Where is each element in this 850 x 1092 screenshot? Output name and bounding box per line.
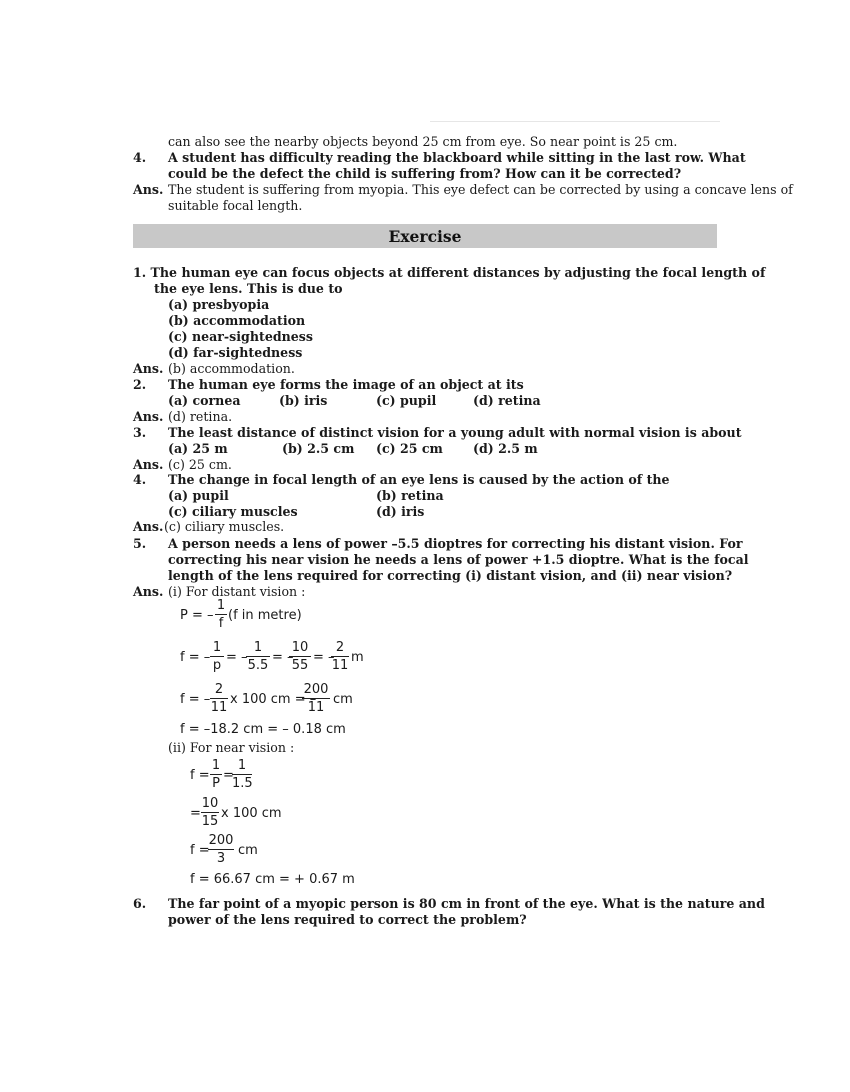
equation-text: (f in metre) [228, 608, 302, 623]
option: (b) accommodation [168, 313, 306, 328]
denominator: 3 [216, 851, 226, 866]
denominator: 55 [291, 658, 309, 673]
answer-text: (c) ciliary muscles. [164, 519, 285, 534]
option: (a) presbyopia [168, 297, 270, 312]
equation-text: x 100 cm = – [230, 692, 317, 707]
fraction [289, 640, 311, 673]
question-number: 3. [133, 425, 147, 440]
denominator: P [212, 776, 220, 791]
fraction-bar [331, 656, 349, 657]
equation-text: = – [313, 650, 335, 665]
answer-label: Ans. [133, 409, 164, 424]
intro-line: can also see the nearby objects beyond 25 cm from eye. So near point is 25 cm. [168, 134, 678, 149]
equation-text: m [351, 650, 364, 665]
numerator: 1 [237, 758, 247, 773]
equation-text: = – [272, 650, 294, 665]
option: (c) near-sightedness [168, 329, 313, 344]
equation-text: cm [238, 843, 258, 858]
fraction-bar [289, 656, 311, 657]
equation-text: x 100 cm [221, 806, 282, 821]
question-text: The human eye forms the image of an object at its [168, 377, 524, 392]
equation-text: f = – [180, 692, 211, 707]
option: (d) 2.5 m [473, 441, 538, 456]
denominator: f [218, 616, 224, 631]
question-number: 2. [133, 377, 147, 392]
question-text: The least distance of distinct vision for a young adult with normal vision is about [168, 425, 742, 440]
fraction [232, 758, 252, 791]
denominator: p [212, 658, 222, 673]
fraction [246, 640, 270, 673]
equation-text: f = – [180, 650, 211, 665]
fraction [210, 682, 228, 715]
denominator: 11 [210, 700, 228, 715]
option: (a) pupil [168, 488, 229, 503]
scan-artifact-line [430, 121, 720, 122]
numerator: 10 [291, 640, 309, 655]
fraction-bar [232, 774, 252, 775]
answer-text: (b) accommodation. [168, 361, 295, 376]
answer-text: (i) For distant vision : [168, 584, 306, 599]
question-text: power of the lens required to correct the problem? [168, 912, 527, 927]
question-text: The change in focal length of an eye lens is caused by the action of the [168, 472, 670, 487]
question-text: A student has difficulty reading the blackboard while sitting in the last row. What [168, 150, 746, 165]
option: (a) cornea [168, 393, 241, 408]
equation-text: P = – [180, 608, 214, 623]
fraction-bar [246, 656, 270, 657]
numerator: 1 [212, 640, 222, 655]
denominator: 15 [201, 814, 219, 829]
equation-result: f = –18.2 cm = – 0.18 cm [180, 722, 346, 737]
fraction-bar [215, 614, 227, 615]
equation-text: = [190, 806, 201, 821]
question-text: A person needs a lens of power –5.5 dioptres for correcting his distant vision. For [168, 536, 743, 551]
fraction [331, 640, 349, 673]
denominator: 11 [331, 658, 349, 673]
answer-label: Ans. [133, 584, 164, 599]
option: (d) iris [376, 504, 425, 519]
question-text: 1. The human eye can focus objects at different distances by adjusting the focal length of [133, 265, 766, 280]
numerator: 2 [214, 682, 224, 697]
answer-text: (d) retina. [168, 409, 233, 424]
numerator: 1 [211, 758, 221, 773]
fraction [210, 640, 224, 673]
fraction-bar [210, 698, 228, 699]
denominator: 1.5 [232, 776, 253, 791]
option: (a) 25 m [168, 441, 228, 456]
fraction-bar [302, 698, 330, 699]
question-text: The far point of a myopic person is 80 cm in front of the eye. What is the nature and [168, 896, 765, 911]
fraction-bar [201, 812, 219, 813]
option: (c) 25 cm [376, 441, 443, 456]
denominator: 11 [307, 700, 325, 715]
equation-text: = [223, 768, 234, 783]
fraction [302, 682, 330, 715]
option: (b) 2.5 cm [282, 441, 355, 456]
option: (b) iris [279, 393, 328, 408]
option: (c) pupil [376, 393, 437, 408]
option: (c) ciliary muscles [168, 504, 298, 519]
question-number: 5. [133, 536, 147, 551]
option: (d) far-sightedness [168, 345, 303, 360]
question-number: 4. [133, 150, 147, 165]
answer-label: Ans. [133, 519, 164, 534]
equation-text: = – [226, 650, 248, 665]
equation-text: f = [190, 768, 210, 783]
question-text: could be the defect the child is suffering from? How can it be corrected? [168, 166, 682, 181]
fraction-bar [208, 849, 234, 850]
denominator: 5.5 [247, 658, 269, 673]
equation-result: f = 66.67 cm = + 0.67 m [190, 872, 355, 887]
section-title: Exercise [388, 227, 462, 246]
answer-label: Ans. [133, 361, 164, 376]
numerator: 200 [208, 833, 234, 848]
answer-text: (ii) For near vision : [168, 740, 295, 755]
fraction-bar [210, 656, 224, 657]
option: (d) retina [473, 393, 541, 408]
numerator: 200 [303, 682, 329, 697]
fraction [201, 796, 219, 829]
question-text: length of the lens required for correcting (i) distant vision, and (ii) near vision? [168, 568, 733, 583]
question-text: the eye lens. This is due to [154, 281, 343, 296]
numerator: 10 [201, 796, 219, 811]
fraction-bar [210, 774, 222, 775]
equation-text: cm [333, 692, 353, 707]
exercise-banner [133, 224, 717, 248]
answer-label: Ans. [133, 182, 164, 197]
question-number: 4. [133, 472, 147, 487]
answer-text: The student is suffering from myopia. This eye defect can be corrected by using a concave lens of [168, 182, 793, 197]
fraction [215, 598, 227, 631]
answer-label: Ans. [133, 457, 164, 472]
option: (b) retina [376, 488, 444, 503]
equation-text: f = [190, 843, 210, 858]
answer-text: (c) 25 cm. [168, 457, 232, 472]
numerator: 1 [253, 640, 263, 655]
fraction [210, 758, 222, 791]
numerator: 2 [335, 640, 345, 655]
question-number: 6. [133, 896, 147, 911]
fraction [208, 833, 234, 866]
answer-text: suitable focal length. [168, 198, 303, 213]
numerator: 1 [216, 598, 226, 613]
question-text: correcting his near vision he needs a lens of power +1.5 dioptre. What is the focal [168, 552, 749, 567]
